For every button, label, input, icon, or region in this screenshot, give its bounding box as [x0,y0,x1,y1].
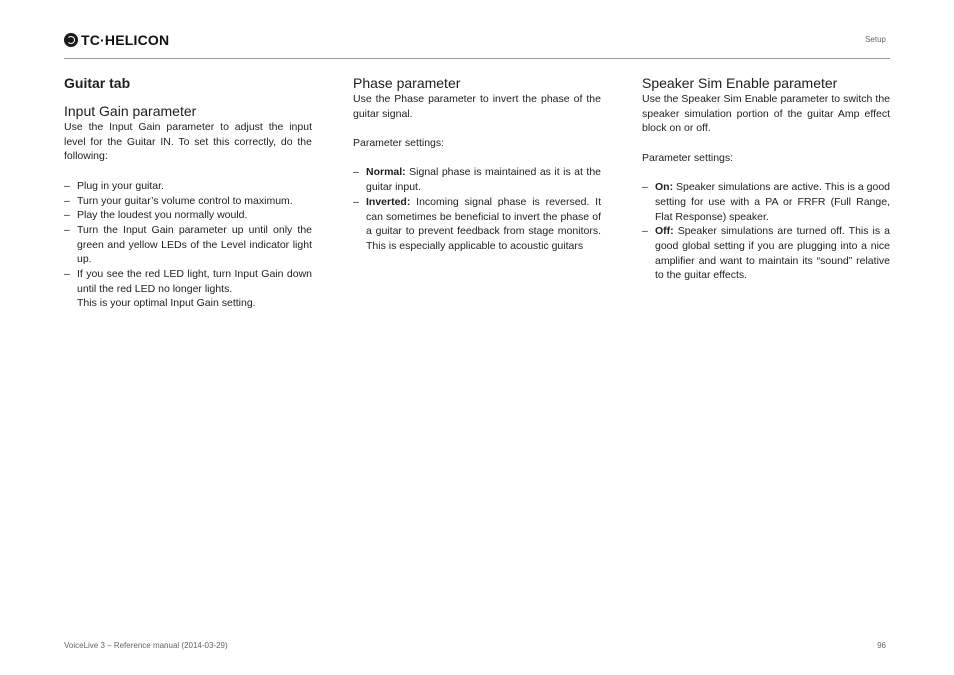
phase-settings-label: Parameter settings: [353,137,445,150]
phase-heading: Phase parameter [353,75,461,91]
brand-logo [64,31,169,49]
list-item: – On: Speaker simulations are active. This is a good setting for use with a PA or FRFR (Full Range, Flat Response) speaker. [642,180,890,224]
phase-intro: Use the Phase parameter to invert the phase of the guitar signal. [353,93,601,120]
list-item: – Turn your guitar’s volume control to maximum. [64,194,312,209]
list-item: – If you see the red LED light, turn Input Gain down until the red LED no longer lights. This is your optimal Input Gain setting. [64,267,312,311]
header-divider [64,58,890,59]
list-item: – Off: Speaker simulations are turned off. This is a good global setting if you are plugging into a nice amplifier and want to maintain its “sound” relative to the guitar effects. [642,224,890,283]
input-gain-heading: Input Gain parameter [64,103,197,119]
list-item: – Normal: Signal phase is maintained as it is at the guitar input. [353,165,601,194]
phase-options [353,165,601,253]
list-item: – Turn the Input Gain parameter up until only the green and yellow LEDs of the Level indicator light up. [64,223,312,267]
speaker-sim-heading: Speaker Sim Enable parameter [642,75,838,91]
input-gain-steps [64,179,312,311]
footer-doc-title: VoiceLive 3 – Reference manual (2014-03-29) [64,641,228,650]
column-phase [353,74,601,254]
list-item: – Inverted: Incoming signal phase is reversed. It can sometimes be beneficial to invert the phase of a guitar to prevent feedback from stage monitors. This is especially applicable to acoustic guitars [353,195,601,254]
section-label: Setup [865,35,886,44]
column-speaker-sim [642,74,890,283]
column-input-gain [64,74,312,311]
steps-tail: This is your optimal Input Gain setting. [77,297,256,310]
list-item: – Plug in your guitar. [64,179,312,194]
list-item: – Play the loudest you normally would. [64,208,312,223]
speaker-sim-intro: Use the Speaker Sim Enable parameter to switch the speaker simulation portion of the guitar Amp effect block on or off. [642,93,890,135]
speaker-sim-settings-label: Parameter settings: [642,151,734,164]
brand-wordmark: TC·HELICON [81,32,170,48]
speaker-sim-options [642,180,890,283]
page-number: 96 [877,641,886,650]
tc-helicon-logo-icon [64,33,78,47]
page-title: Guitar tab [64,75,131,91]
input-gain-intro: Use the Input Gain parameter to adjust the input level for the Guitar IN. To set this correctly, do the following: [64,121,312,163]
